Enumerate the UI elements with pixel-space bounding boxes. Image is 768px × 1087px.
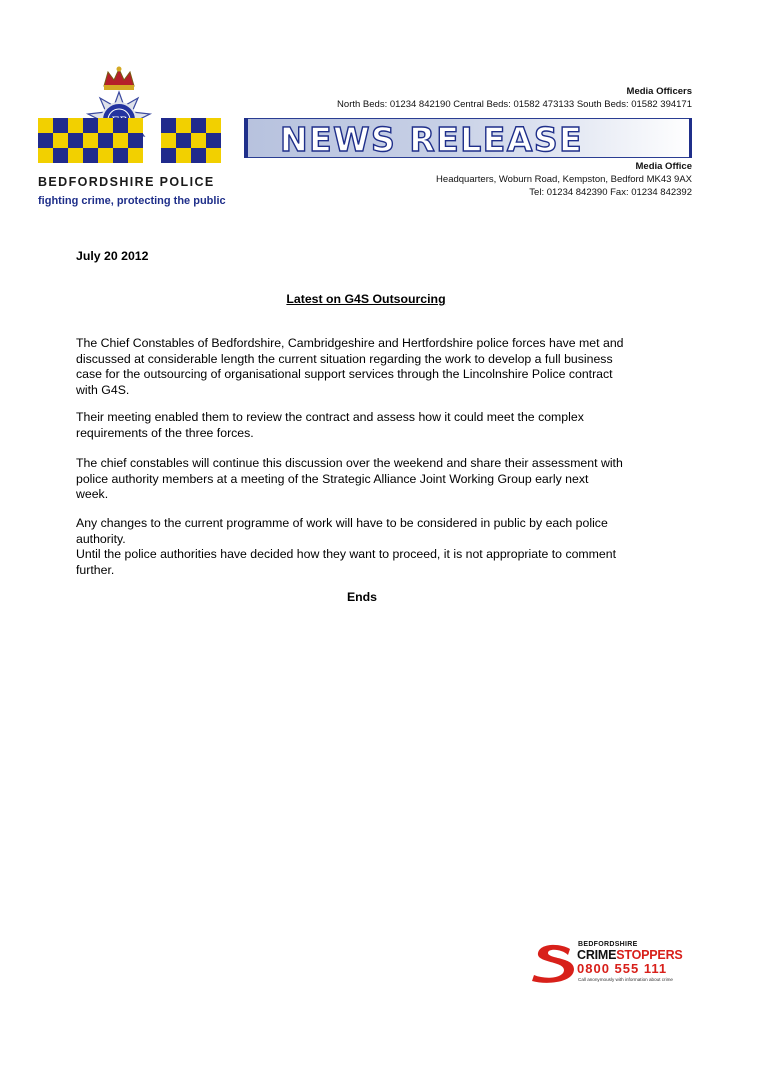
org-name: BEDFORDSHIRE POLICE — [38, 175, 215, 189]
media-office-contact: Tel: 01234 842390 Fax: 01234 842392 — [529, 187, 692, 198]
media-officers-phones: North Beds: 01234 842190 Central Beds: 01582 473133 South Beds: 01582 394171 — [337, 99, 692, 110]
crimestoppers-phone: 0800 555 111 — [577, 961, 668, 976]
org-slogan: fighting crime, protecting the public — [38, 195, 226, 207]
crimestoppers-county: BEDFORDSHIRE — [578, 941, 638, 948]
paragraph-line: The chief constables will continue this discussion over the weekend and share their assessment with — [76, 456, 623, 470]
paragraph-line: further. — [76, 562, 115, 577]
checker-band-left — [38, 118, 143, 163]
crimestoppers-name-part2: STOPPERS — [616, 948, 683, 962]
media-officers-title: Media Officers — [626, 86, 692, 97]
paragraph — [76, 456, 676, 503]
crimestoppers-tagline: Call anonymously with information about crime — [578, 977, 673, 982]
media-office-address: Headquarters, Woburn Road, Kempston, Bedford MK43 9AX — [436, 174, 692, 185]
paragraph-line: Until the police authorities have decided how they want to proceed, it is not appropriate to comment — [76, 547, 617, 561]
news-release-title: NEWS RELEASE — [280, 120, 584, 159]
checker-band-right — [161, 118, 221, 163]
paragraph-line: Any changes to the current programme of work will have to be considered in public by each police — [76, 516, 608, 530]
paragraph — [76, 516, 676, 547]
paragraph-line: requirements of the three forces. — [76, 425, 254, 440]
paragraph-line: authority. — [76, 531, 126, 546]
crimestoppers-s-icon — [530, 943, 576, 983]
crimestoppers-name-part1: CRIME — [577, 948, 617, 962]
paragraph — [76, 336, 676, 398]
release-headline: Latest on G4S Outsourcing — [286, 292, 446, 306]
crimestoppers-name — [577, 948, 683, 962]
release-date: July 20 2012 — [76, 249, 149, 263]
paragraph-line: The Chief Constables of Bedfordshire, Cambridgeshire and Hertfordshire police forces have met and — [76, 336, 624, 350]
crown-icon — [104, 67, 134, 91]
paragraph — [76, 547, 676, 578]
paragraph-line: with G4S. — [76, 382, 130, 397]
news-release-banner — [244, 118, 692, 158]
media-office-title: Media Office — [635, 161, 692, 172]
paragraph-line: police authority members at a meeting of the Strategic Alliance Joint Working Group early next — [76, 471, 589, 486]
paragraph — [76, 410, 676, 441]
paragraph-line: Their meeting enabled them to review the contract and assess how it could meet the complex — [76, 410, 584, 424]
paragraph-line: discussed at considerable length the current situation regarding the work to develop a full business — [76, 351, 613, 366]
ends-marker: Ends — [346, 590, 378, 604]
paragraph-line: week. — [76, 487, 109, 501]
paragraph-line: case for the outsourcing of organisational support services through the Lincolnshire Police contract — [76, 367, 613, 381]
